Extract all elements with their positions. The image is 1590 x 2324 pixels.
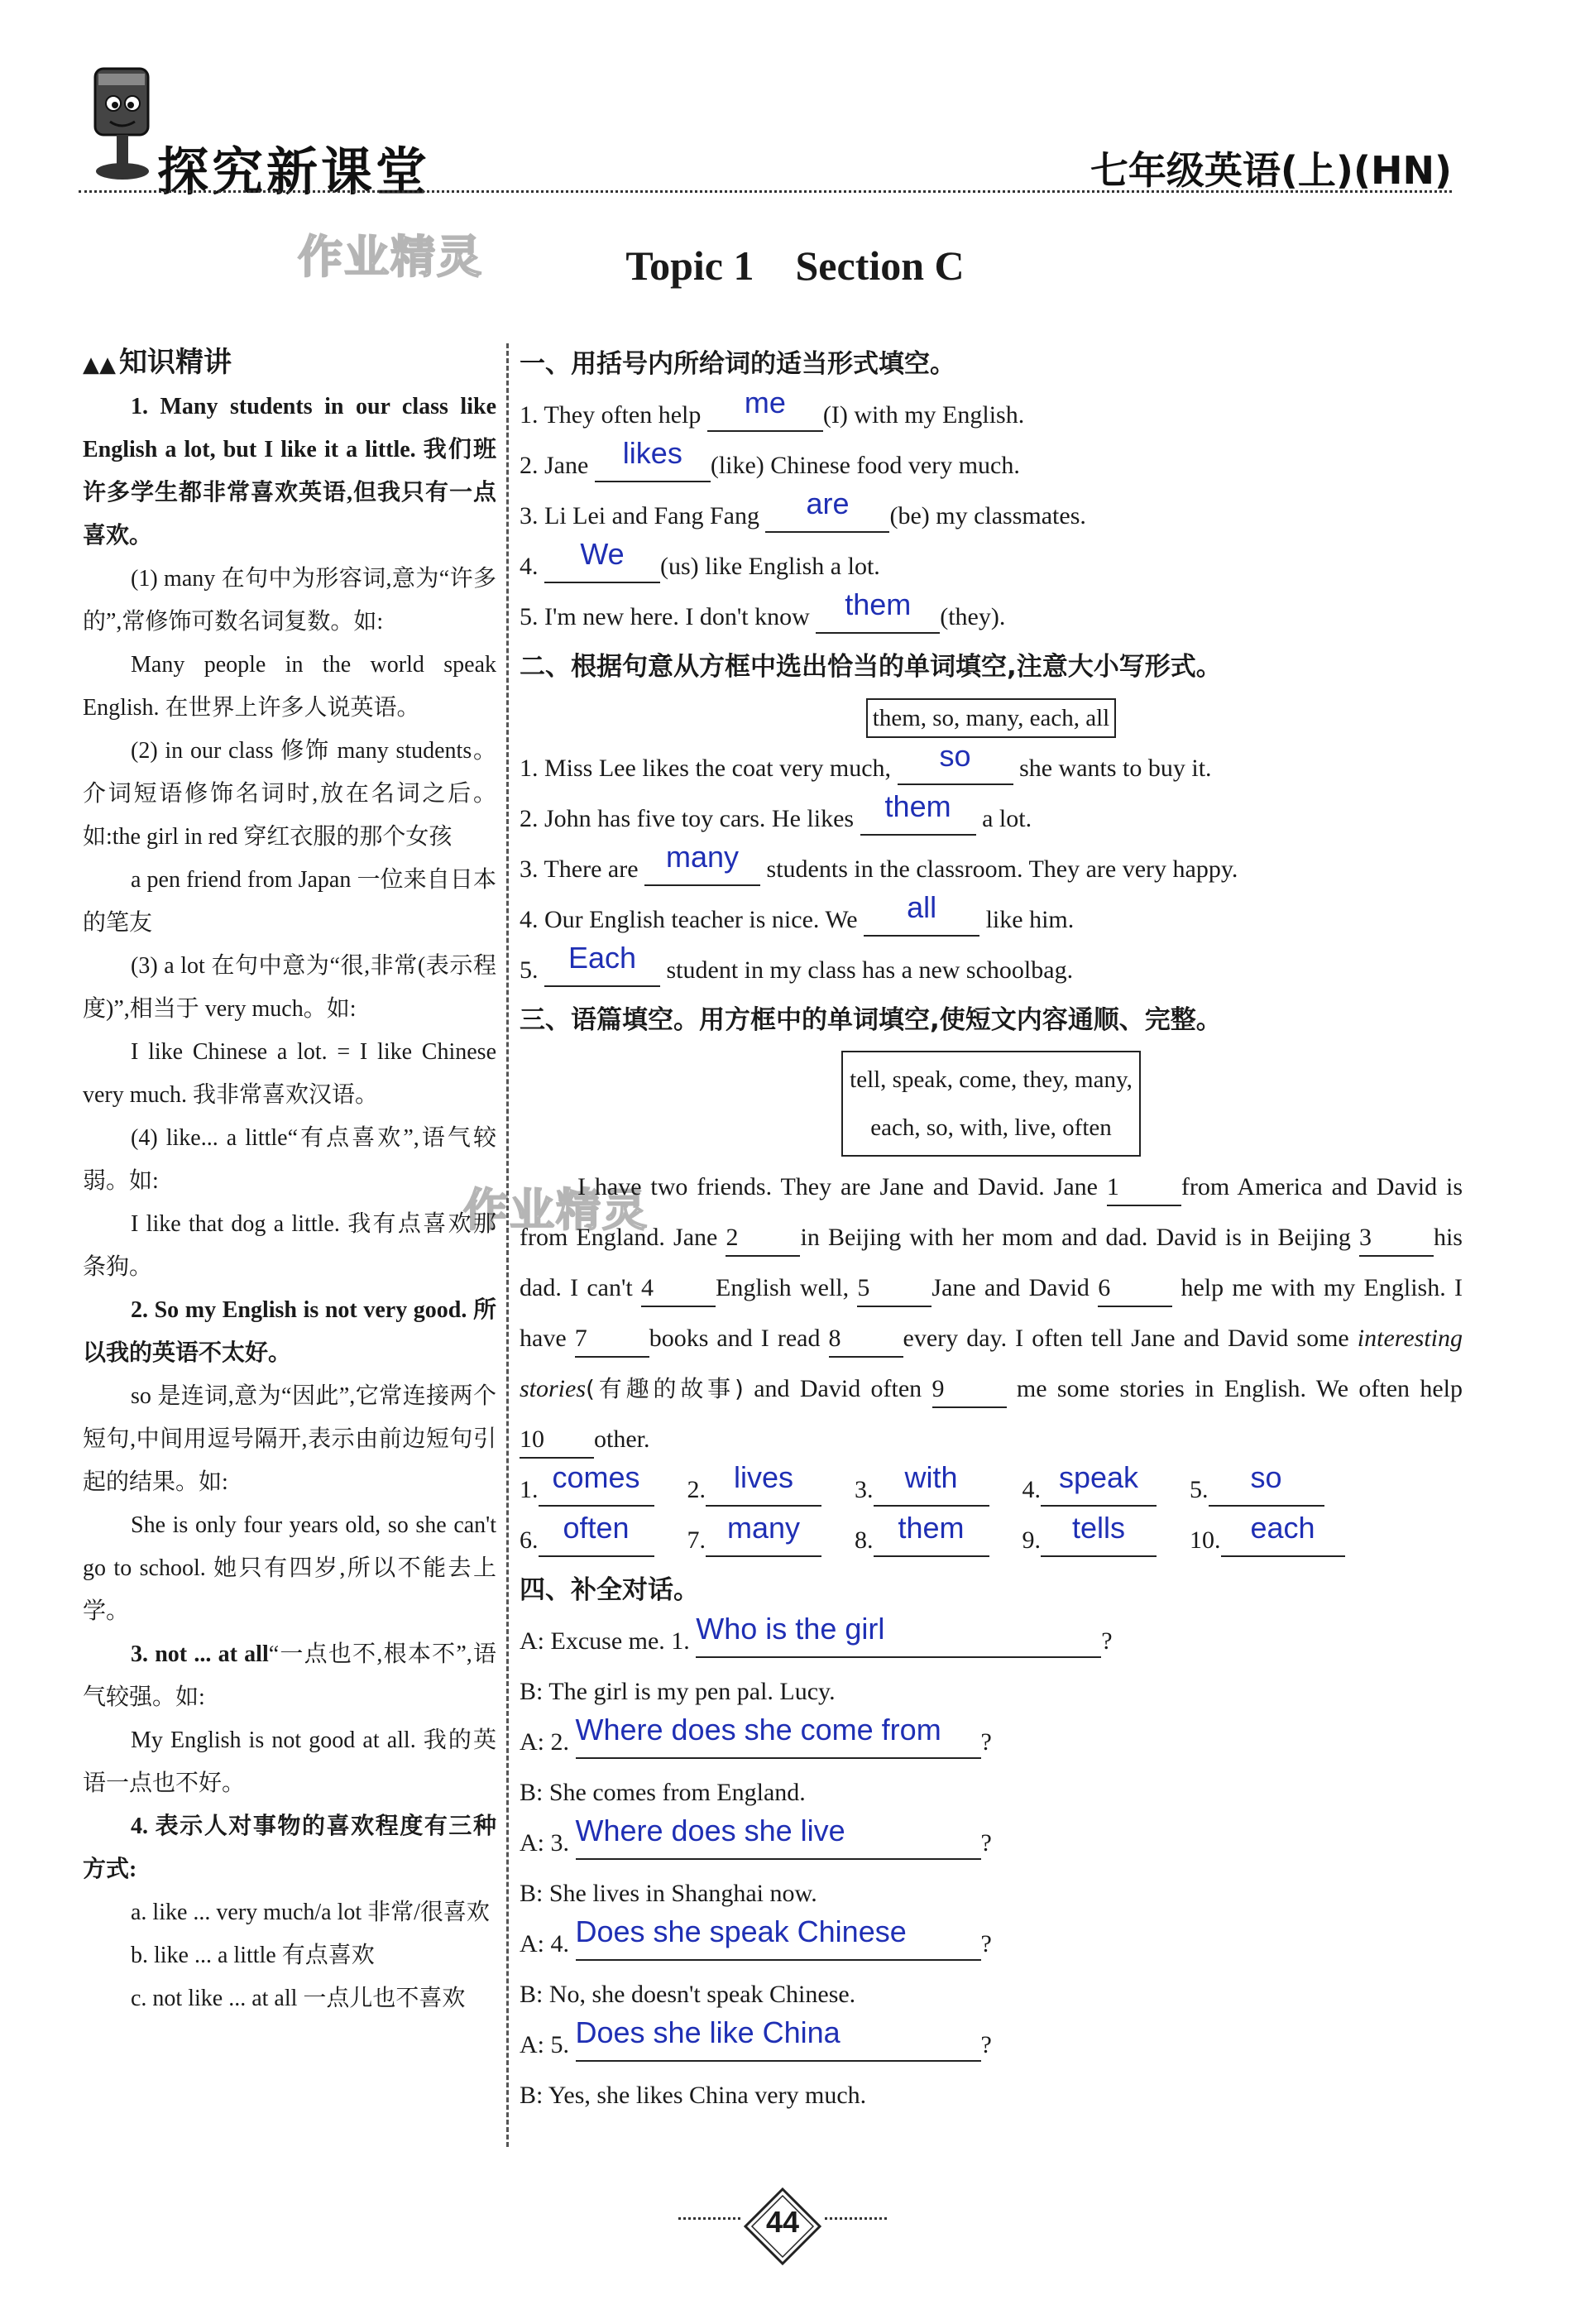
exercise-item bbox=[520, 386, 1463, 440]
answer-row bbox=[520, 1460, 1463, 1515]
note-example: b. like ... a little 有点喜欢 bbox=[131, 1943, 375, 1968]
passage-text: I have two friends. They are Jane and David. Jane bbox=[577, 1173, 1107, 1200]
dialogue-text: A: Excuse me. 1. bbox=[520, 1627, 697, 1655]
dialogue-text: A: 4. bbox=[520, 1930, 576, 1957]
answer-blank[interactable] bbox=[706, 1460, 821, 1507]
answer-label: 1. bbox=[520, 1476, 539, 1503]
word-box-line: tell, speak, come, they, many, bbox=[850, 1066, 1133, 1093]
dialogue-line bbox=[520, 1914, 1463, 1969]
dialogue-line: B: She lives in Shanghai now. bbox=[520, 1880, 817, 1907]
answer-label: 5. bbox=[1190, 1476, 1209, 1503]
answer-blank[interactable] bbox=[1041, 1460, 1157, 1507]
dialogue-text: ? bbox=[1101, 1627, 1113, 1655]
footer-dots bbox=[825, 2217, 887, 2220]
answer-blank[interactable] bbox=[1221, 1511, 1345, 1557]
passage-blank[interactable] bbox=[575, 1326, 649, 1358]
item-text: 5. I'm new here. I don't know bbox=[520, 603, 817, 630]
answer-text: often bbox=[563, 1511, 630, 1545]
header-divider bbox=[79, 190, 1452, 193]
exercise-item bbox=[520, 739, 1463, 793]
answer-label: 3. bbox=[855, 1476, 874, 1503]
exercise-item bbox=[520, 587, 1463, 642]
mascot-icon bbox=[87, 62, 165, 186]
item-text: 1. They often help bbox=[520, 401, 707, 429]
passage-blank[interactable] bbox=[1359, 1225, 1434, 1257]
answer-text: Does she speak Chinese bbox=[575, 1914, 907, 1948]
answer-text: Where does she live bbox=[575, 1814, 845, 1847]
answer-text: are bbox=[806, 486, 850, 520]
dialogue-line: B: She comes from England. bbox=[520, 1779, 806, 1806]
cloze-passage bbox=[520, 1162, 1463, 1464]
dialogue-text: ? bbox=[980, 2031, 992, 2058]
passage-text: Jane and David bbox=[931, 1274, 1099, 1301]
page-title: Topic 1 Section C bbox=[625, 242, 965, 289]
item-text: 1. Miss Lee likes the coat very much, bbox=[520, 755, 898, 782]
item-text: 2. Jane bbox=[520, 452, 595, 479]
watermark: 作业精灵 bbox=[463, 1184, 649, 1236]
answer-blank[interactable] bbox=[706, 1511, 821, 1557]
item-text: students in the classroom. They are very happy. bbox=[760, 855, 1238, 883]
item-text: 4. bbox=[520, 553, 544, 580]
answer-blank[interactable] bbox=[544, 537, 660, 583]
word-box-row bbox=[520, 692, 1463, 743]
answer-blank[interactable] bbox=[595, 436, 711, 482]
answer-text: Each bbox=[568, 941, 637, 975]
exercise-item bbox=[520, 890, 1463, 945]
answer-text: Who is the girl bbox=[696, 1612, 885, 1646]
passage-text: his dad. I can't bbox=[520, 1224, 1463, 1301]
dialogue-line: B: Yes, she likes China very much. bbox=[520, 2082, 867, 2109]
blank-number: 2 bbox=[726, 1224, 739, 1251]
answer-label: 7. bbox=[687, 1526, 706, 1554]
word-box: them, so, many, each, all bbox=[866, 698, 1116, 738]
item-text: (be) my classmates. bbox=[889, 502, 1086, 529]
dialogue-text: ? bbox=[980, 1930, 992, 1957]
answer-blank[interactable] bbox=[644, 840, 760, 886]
answer-blank[interactable] bbox=[816, 587, 940, 634]
passage-text: every day. I often tell Jane and David some bbox=[903, 1325, 1358, 1352]
blank-number: 7 bbox=[574, 1325, 587, 1352]
note-paragraph: (1) many 在句中为形容词,意为“许多的”,常修饰可数名词复数。如: bbox=[83, 566, 496, 635]
answer-text: comes bbox=[552, 1460, 640, 1494]
passage-blank[interactable] bbox=[726, 1225, 800, 1257]
dialogue-text: A: 3. bbox=[520, 1829, 576, 1857]
note-bold: 3. not ... at all bbox=[131, 1641, 269, 1667]
knowledge-heading-text: 知识精讲 bbox=[119, 346, 232, 379]
note-example: Many people in the world speak English. 在世界上许多人说英语。 bbox=[83, 652, 496, 721]
item-text: (like) Chinese food very much. bbox=[710, 452, 1020, 479]
answer-text: Where does she come from bbox=[575, 1713, 941, 1747]
section-heading: 二、根据句意从方框中选出恰当的单词填空,注意大小写形式。 bbox=[520, 652, 1222, 682]
dialogue-line bbox=[520, 1612, 1463, 1666]
answer-blank[interactable] bbox=[1209, 1460, 1324, 1507]
footer-dots bbox=[678, 2217, 740, 2220]
answer-blank[interactable] bbox=[539, 1511, 654, 1557]
answer-text: many bbox=[666, 840, 740, 874]
note-paragraph: (3) a lot 在句中意为“很,非常(表示程度)”,相当于 very much。如: bbox=[83, 953, 496, 1022]
passage-blank[interactable] bbox=[1098, 1276, 1172, 1307]
answer-blank[interactable] bbox=[575, 1814, 981, 1860]
note-paragraph: 2. So my English is not very good. 所以我的英语不太好。 bbox=[83, 1297, 496, 1366]
section-heading: 四、补全对话。 bbox=[520, 1575, 699, 1605]
dialogue-line: B: The girl is my pen pal. Lucy. bbox=[520, 1678, 836, 1705]
dialogue-text: A: 5. bbox=[520, 2031, 576, 2058]
passage-blank[interactable] bbox=[520, 1427, 594, 1459]
answer-text: with bbox=[904, 1460, 958, 1494]
column-divider bbox=[506, 343, 509, 2147]
blank-number: 1 bbox=[1106, 1173, 1119, 1200]
answer-blank[interactable] bbox=[860, 789, 976, 836]
passage-blank[interactable] bbox=[829, 1326, 903, 1358]
note-paragraph: so 是连词,意为“因此”,它常连接两个短句,中间用逗号隔开,表示由前边短句引起的结果。如: bbox=[83, 1383, 496, 1495]
item-text: like him. bbox=[979, 906, 1075, 933]
passage-italic: interesting stories bbox=[520, 1325, 1463, 1402]
blank-number: 6 bbox=[1098, 1274, 1111, 1301]
answer-blank[interactable] bbox=[539, 1460, 654, 1507]
knowledge-heading bbox=[83, 339, 496, 386]
dialogue-line: B: No, she doesn't speak Chinese. bbox=[520, 1981, 856, 2008]
passage-text: books and I read bbox=[649, 1325, 829, 1352]
note-paragraph bbox=[83, 1633, 496, 1719]
note-example: c. not like ... at all 一点儿也不喜欢 bbox=[131, 1986, 466, 2011]
note-paragraph: 1. Many students in our class like English a lot, but I like it a little. 我们班许多学生都非常喜欢英语,但我只有一点喜欢。 bbox=[83, 394, 496, 549]
answer-blank[interactable] bbox=[696, 1612, 1101, 1658]
answer-text: them bbox=[898, 1511, 965, 1545]
passage-gloss: (有趣的故事) bbox=[586, 1375, 744, 1402]
passage-text: other. bbox=[594, 1426, 650, 1453]
item-text: student in my class has a new schoolbag. bbox=[660, 956, 1074, 984]
blank-number: 8 bbox=[828, 1325, 841, 1352]
watermark: 作业精灵 bbox=[298, 231, 483, 283]
item-text: 4. Our English teacher is nice. We bbox=[520, 906, 864, 933]
item-text: 3. Li Lei and Fang Fang bbox=[520, 502, 766, 529]
dialogue-text: A: 2. bbox=[520, 1728, 576, 1756]
note-example: My English is not good at all. 我的英语一点也不好。 bbox=[83, 1727, 496, 1796]
dialogue-text: ? bbox=[980, 1829, 992, 1857]
answer-blank[interactable] bbox=[765, 486, 889, 533]
answer-blank[interactable] bbox=[544, 941, 660, 987]
answer-blank[interactable] bbox=[575, 1914, 981, 1961]
answer-blank[interactable] bbox=[874, 1511, 989, 1557]
passage-text: from America and David is from England. Jane bbox=[520, 1173, 1463, 1251]
passage-text: and David often bbox=[743, 1375, 932, 1402]
note-text: “一点也不,根本不”,语气较强。如: bbox=[83, 1641, 497, 1710]
exercise-item bbox=[520, 840, 1463, 894]
exercise-item bbox=[520, 537, 1463, 592]
blank-number: 4 bbox=[641, 1274, 654, 1301]
passage-blank[interactable] bbox=[1107, 1175, 1181, 1206]
dialogue-line bbox=[520, 2015, 1463, 2070]
blank-number: 10 bbox=[520, 1426, 544, 1453]
passage-text: English well, bbox=[716, 1274, 858, 1301]
answer-label: 6. bbox=[520, 1526, 539, 1554]
exercise-item bbox=[520, 486, 1463, 541]
answer-blank[interactable] bbox=[864, 890, 979, 937]
grade-label: 七年级英语(上)(HN) bbox=[1090, 148, 1452, 193]
answer-blank[interactable] bbox=[575, 1713, 981, 1759]
answer-row bbox=[520, 1511, 1463, 1565]
brand-title: 探究新课堂 bbox=[157, 141, 431, 202]
note-example: She is only four years old, so she can't go to school. 她只有四岁,所以不能去上学。 bbox=[83, 1512, 496, 1624]
exercise-item bbox=[520, 436, 1463, 491]
page-header bbox=[79, 58, 1452, 202]
answer-text: them bbox=[845, 587, 912, 621]
note-example: I like that dog a little. 我有点喜欢那条狗。 bbox=[83, 1211, 496, 1280]
item-text: she wants to buy it. bbox=[1013, 755, 1212, 782]
note-example: a pen friend from Japan 一位来自日本的笔友 bbox=[83, 867, 496, 936]
dialogue-line bbox=[520, 1713, 1463, 1767]
answer-label: 8. bbox=[855, 1526, 874, 1554]
knowledge-column bbox=[83, 339, 496, 2020]
note-paragraph: (2) in our class 修饰 many students。介词短语修饰名词时,放在名词之后。如:the girl in red 穿红衣服的那个女孩 bbox=[83, 738, 496, 850]
answer-text: so bbox=[939, 739, 971, 773]
answer-label: 9. bbox=[1022, 1526, 1041, 1554]
answer-blank[interactable] bbox=[1041, 1511, 1157, 1557]
passage-text: in Beijing with her mom and dad. David is in Beijing bbox=[800, 1224, 1359, 1251]
item-text: (us) like English a lot. bbox=[660, 553, 880, 580]
blank-number: 9 bbox=[931, 1375, 945, 1402]
answer-blank[interactable] bbox=[874, 1460, 989, 1507]
exercise-item bbox=[520, 941, 1463, 995]
answer-blank[interactable] bbox=[707, 386, 823, 432]
answer-text: each bbox=[1250, 1511, 1315, 1545]
answer-text: many bbox=[726, 1511, 801, 1545]
answer-text: likes bbox=[622, 436, 682, 470]
answer-label: 10. bbox=[1190, 1526, 1221, 1554]
answer-text: Does she like China bbox=[575, 2015, 840, 2049]
blank-number: 5 bbox=[857, 1274, 870, 1301]
item-text: 2. John has five toy cars. He likes bbox=[520, 805, 860, 832]
passage-blank[interactable] bbox=[932, 1377, 1007, 1408]
passage-blank[interactable] bbox=[641, 1276, 716, 1307]
passage-blank[interactable] bbox=[857, 1276, 931, 1307]
answer-label: 2. bbox=[687, 1476, 706, 1503]
item-text: (I) with my English. bbox=[822, 401, 1025, 429]
note-example: I like Chinese a lot. = I like Chinese very much. 我非常喜欢汉语。 bbox=[83, 1039, 496, 1108]
passage-text: help me with my English. I have bbox=[520, 1274, 1463, 1352]
note-paragraph: 4. 表示人对事物的喜欢程度有三种方式: bbox=[83, 1814, 496, 1882]
note-paragraph: (4) like... a little“有点喜欢”,语气较弱。如: bbox=[83, 1125, 496, 1194]
exercise-item bbox=[520, 789, 1463, 844]
word-box-row bbox=[520, 1046, 1463, 1162]
word-box bbox=[841, 1051, 1141, 1157]
answer-text: me bbox=[744, 386, 786, 419]
answer-text: tells bbox=[1071, 1511, 1126, 1545]
answer-text: lives bbox=[733, 1460, 794, 1494]
answer-text: all bbox=[907, 890, 937, 924]
answer-text: We bbox=[580, 537, 625, 571]
note-example: a. like ... very much/a lot 非常/很喜欢 bbox=[131, 1900, 490, 1925]
section-heading: 三、语篇填空。用方框中的单词填空,使短文内容通顺、完整。 bbox=[520, 1005, 1222, 1035]
page-number: 44 bbox=[765, 2205, 800, 2239]
passage-text: me some stories in English. We often help bbox=[1016, 1375, 1463, 1402]
answer-text: speak bbox=[1058, 1460, 1139, 1494]
answer-blank[interactable] bbox=[898, 739, 1013, 785]
answer-label: 4. bbox=[1022, 1476, 1041, 1503]
answer-text: them bbox=[884, 789, 951, 823]
item-text: (they). bbox=[940, 603, 1006, 630]
triangle-icon: ▲▲ bbox=[83, 352, 116, 377]
item-text: 5. bbox=[520, 956, 544, 984]
answer-blank[interactable] bbox=[575, 2015, 981, 2062]
answer-text: so bbox=[1250, 1460, 1282, 1494]
dialogue-text: ? bbox=[980, 1728, 992, 1756]
item-text: 3. There are bbox=[520, 855, 645, 883]
section-heading: 一、用括号内所给词的适当形式填空。 bbox=[520, 349, 955, 379]
item-text: a lot. bbox=[975, 805, 1032, 832]
word-box-line: each, so, with, live, often bbox=[870, 1114, 1112, 1141]
blank-number: 3 bbox=[1358, 1224, 1372, 1251]
dialogue-line bbox=[520, 1814, 1463, 1868]
exercise-column bbox=[520, 339, 1463, 2120]
